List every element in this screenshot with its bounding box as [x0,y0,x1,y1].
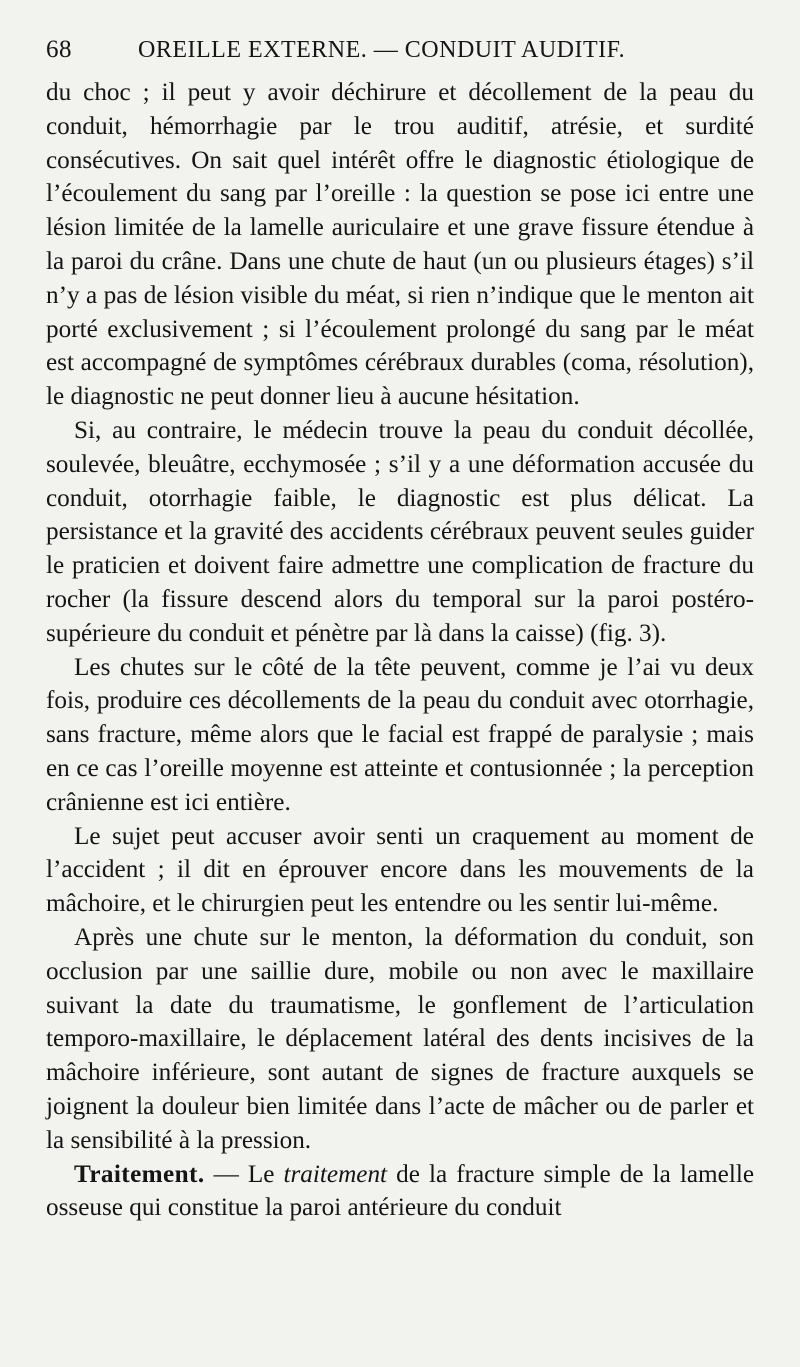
paragraph-2: Si, au contraire, le médecin trouve la peau du conduit décollée, soulevée, bleuâtre, ecchymosée ; s’il y a une déformation accusée du conduit, otorrhagie faible, le diagnostic est plus délicat. La persistance et la gravité des accidents cérébraux peuvent seules guider le praticien et doivent faire admettre une complication de fracture du rocher (la fissure descend alors du temporal sur la paroi postéro-supérieure du conduit et pénètre par là dans la caisse) (fig. 3). [46,416,754,647]
paragraph-1: du choc ; il peut y avoir déchirure et décollement de la peau du conduit, hémorrhagie par le trou auditif, atrésie, et surdité consécutives. On sait quel intérêt offre le diagnostic étiologique de l’écoulement du sang par l’oreille : la question se pose ici entre une lésion limitée de la lamelle auriculaire et une grave fissure étendue à la paroi du crâne. Dans une chute de haut (un ou plusieurs étages) s’il n’y a pas de lésion visible du méat, si rien n’indique que le menton ait porté exclusivement ; si l’écoulement prolongé du sang par le méat est accompagné de symptômes cérébraux durables (coma, résolution), le diagnostic ne peut donner lieu à aucune hésitation. [46,79,754,411]
paragraph-4: Le sujet peut accuser avoir senti un craquement au moment de l’accident ; il dit en éprouver encore dans les mouvements de la mâchoire, et le chirurgien peut les entendre ou les sentir lui-même. [46,822,754,918]
paragraph-3: Les chutes sur le côté de la tête peuvent, comme je l’ai vu deux fois, produire ces décollements de la peau du conduit avec otorrhagie, sans fracture, même alors que le facial est frappé de paralysie ; mais en ce cas l’oreille moyenne est atteinte et contusionnée ; la perception crânienne est ici entière. [46,653,754,816]
treatment-dash: — Le [204,1160,284,1188]
treatment-heading: Traitement. [74,1160,205,1188]
running-head: OREILLE EXTERNE. — CONDUIT AUDITIF. [138,37,626,63]
treatment-paragraph [46,1158,754,1226]
page-number: 68 [46,36,72,63]
body-text [46,76,754,1225]
paragraph-5: Après une chute sur le menton, la déformation du conduit, son occlusion par une saillie dure, mobile ou non avec le maxillaire suivant la date du traumatisme, le gonflement de l’articulation temporo-maxillaire, le déplacement latéral des dents incisives de la mâchoire inférieure, sont autant de signes de fracture auxquels se joignent la douleur bien limitée dans l’acte de mâcher ou de parler et la sensibilité à la pression. [46,923,754,1154]
treatment-text: de la fracture simple de la lamelle osseuse qui constitue la paroi antérieure du conduit [46,1160,754,1222]
page-header [46,36,754,76]
treatment-italic-word: traitement [283,1160,388,1188]
